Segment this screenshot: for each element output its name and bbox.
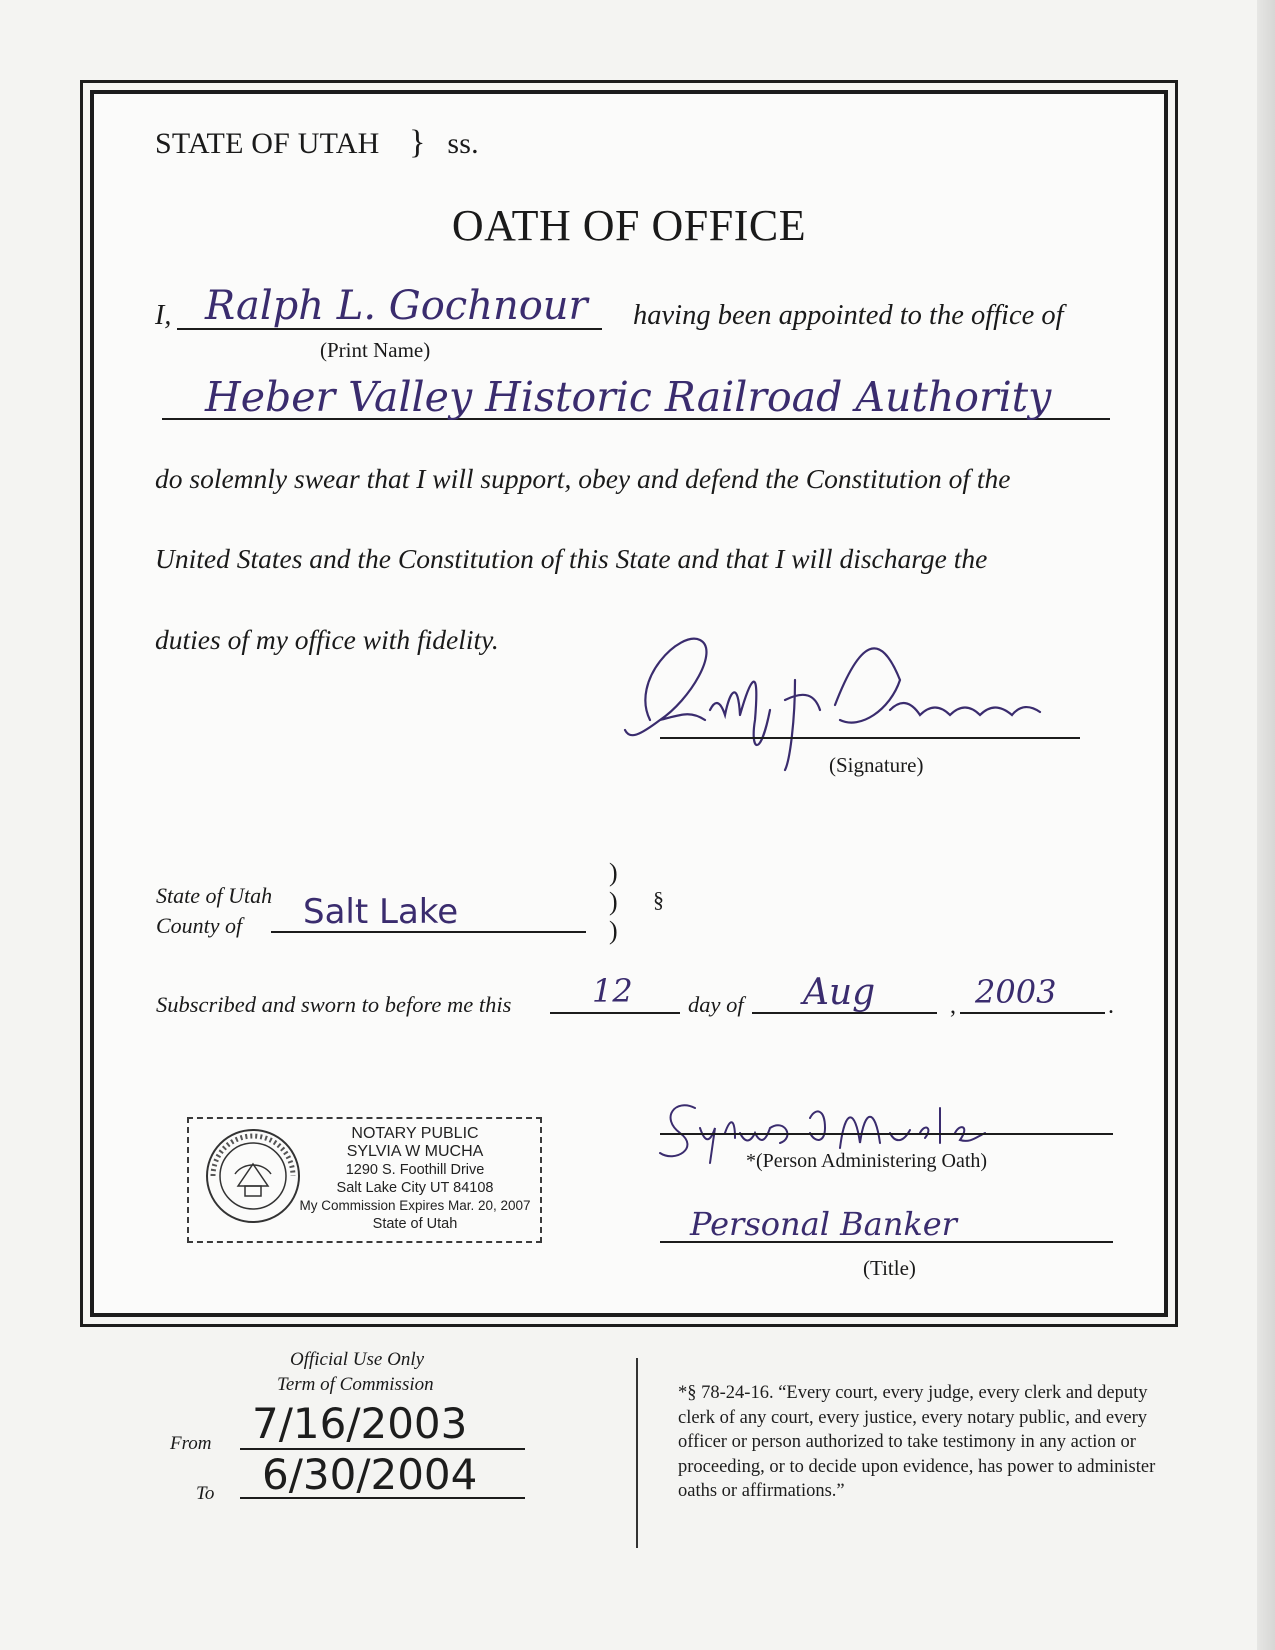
handwritten-year: 2003 (975, 973, 1057, 1011)
stamp-line-city: Salt Lake City UT 84108 (336, 1180, 494, 1196)
stamp-line-expires: My Commission Expires Mar. 20, 2007 (299, 1198, 531, 1213)
sworn-text: Subscribed and sworn to before me this (156, 992, 512, 1017)
document-title: OATH OF OFFICE (451, 201, 807, 250)
term-of-commission-heading: Term of Commission (277, 1374, 434, 1395)
official-use-heading: Official Use Only (290, 1349, 425, 1370)
footer-divider (636, 1358, 638, 1548)
sworn-period: . (1108, 993, 1114, 1019)
page-edge (1257, 0, 1275, 1650)
handwritten-name: Ralph L. Gochnour (205, 283, 588, 329)
day-of-label: day of (688, 992, 744, 1017)
stamp-line-state: State of Utah (372, 1216, 458, 1232)
handwritten-county: Salt Lake (303, 892, 459, 932)
state-heading (155, 124, 479, 162)
venue-paren-3: ) (609, 916, 618, 945)
handwritten-day: 12 (592, 972, 633, 1010)
title-label: (Title) (863, 1256, 916, 1280)
administrator-line (660, 1133, 1113, 1135)
from-label: From (170, 1433, 212, 1454)
notary-seal-graphic (203, 1124, 303, 1228)
signature-line (660, 737, 1080, 739)
day-line (550, 1012, 680, 1014)
to-label: To (196, 1483, 215, 1504)
oath-paragraph-line3: duties of my office with fidelity. (155, 624, 499, 655)
person-administering-label: *(Person Administering Oath) (746, 1150, 988, 1172)
oath-prefix: I, (155, 300, 172, 331)
signature-label: (Signature) (829, 753, 924, 777)
print-name-label: (Print Name) (320, 338, 431, 362)
handwritten-title: Personal Banker (690, 1205, 957, 1243)
handwritten-office: Heber Valley Historic Railroad Authority (205, 373, 1052, 421)
venue-state-label: State of Utah (156, 883, 273, 908)
appointed-text: having been appointed to the office of (633, 300, 1064, 331)
state-brace: } (409, 124, 426, 161)
oath-paragraph-line1: do solemnly swear that I will support, obey and defend the Constitution of the (155, 463, 1011, 494)
stamp-line-address: 1290 S. Foothill Drive (345, 1162, 485, 1178)
handwritten-to-date: 6/30/2004 (262, 1450, 478, 1499)
statute-citation: *§ 78-24-16. “Every court, every judge, every clerk and deputy clerk of any court, every justice, every notary public, and every officer or person authorized to take testimony in any action or proceeding, or to decide upon evidence, has power to administer oaths or affirmations.” (678, 1383, 1156, 1501)
year-line (960, 1012, 1105, 1014)
handwritten-month: Aug (803, 972, 876, 1013)
section-symbol: § (653, 887, 664, 912)
oath-paragraph-line2: United States and the Constitution of this State and that I will discharge the (155, 543, 988, 574)
stamp-line-notary-public: NOTARY PUBLIC (351, 1125, 479, 1142)
venue-paren-2: ) (609, 887, 618, 916)
venue-county-label: County of (156, 913, 243, 938)
notary-stamp-text (295, 1125, 535, 1233)
venue-paren-1: ) (609, 858, 618, 887)
stamp-line-name: SYLVIA W MUCHA (346, 1143, 484, 1160)
state-heading-text: STATE OF UTAH (155, 127, 380, 160)
sworn-comma: , (950, 993, 956, 1019)
ss-label: ss. (447, 127, 479, 160)
handwritten-from-date: 7/16/2003 (252, 1399, 468, 1448)
